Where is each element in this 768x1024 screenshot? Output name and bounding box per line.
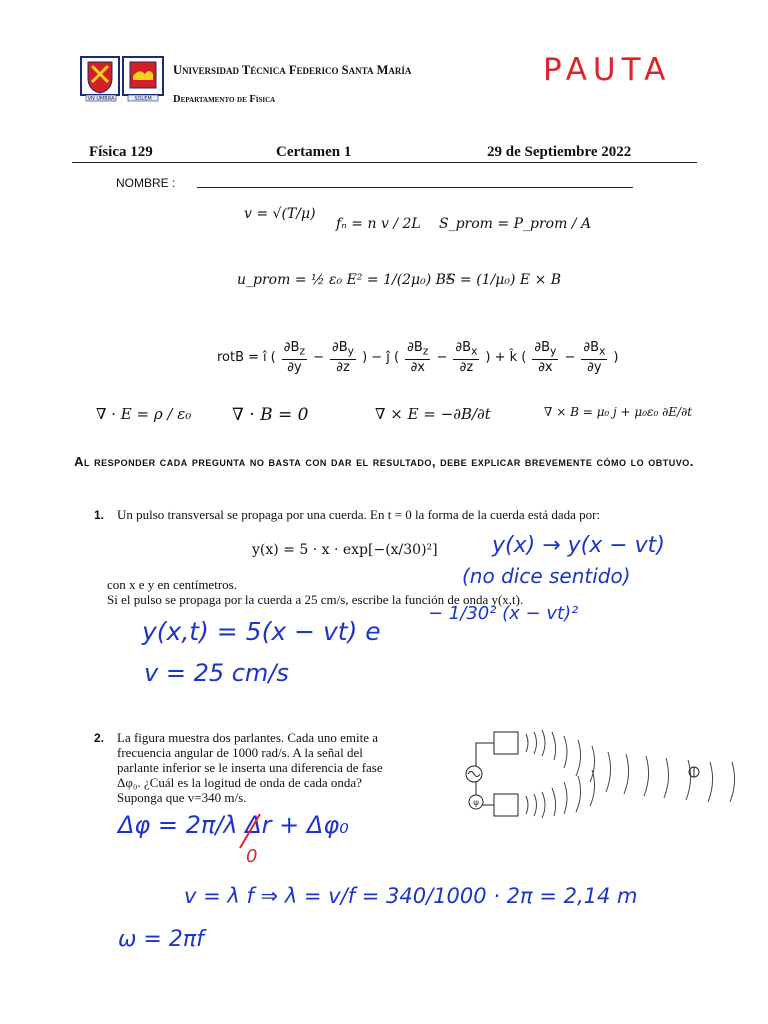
question-number: 1. [94,508,105,522]
university-logo [78,54,168,104]
logo-text-left: VN UMBRA [87,96,115,102]
question-text-line: parlante inferior se le inserta una diferencia de fase [117,760,383,775]
handwritten-speed: v = 25 cm/s [144,659,289,687]
exam-title: Certamen 1 [276,144,352,160]
formula-poynting [446,272,561,288]
formula-poynting-text: S = (1/μ₀) E × B [446,272,562,288]
course-code: Física 129 [89,144,153,160]
handwritten-answer: y(x,t) = 5(x − vt) e [142,617,381,646]
formula-faraday-text: ∇ × E = −∂B/∂t [375,405,491,423]
svg-text:φ: φ [473,798,479,807]
formula-gauss-e [96,405,191,423]
instructions: Al responder cada pregunta no basta con dar el resultado, debe explicar brevemente cómo lo obtuvo. [74,454,694,469]
handwritten-zero: 0 [246,846,258,867]
question-text-line: Δφ₀. ¿Cuál es la logitud de onda de cada onda? [117,775,362,790]
grading-mark: PAUTA [543,52,672,88]
formula-faraday [375,405,491,423]
handwritten-note: (no dice sentido) [462,564,631,588]
handwritten-note: y(x) → y(x − vt) [492,533,665,558]
question-text-line: Un pulso transversal se propaga por una cuerda. En t = 0 la forma de la cuerda está dada por: [117,507,601,522]
handwritten-phase-equation: Δφ = 2π/λ Δr + Δφ₀ [118,811,349,839]
formula-harmonics-text: fₙ = n v / 2L [336,216,421,232]
formula-ampere-text: ∇ × B = μ₀ j + μ₀ε₀ ∂E/∂t [544,405,693,419]
question-text-line: Suponga que v=340 m/s. [117,790,247,805]
formula-curl: rotB = î ( $\frac{\partial B_z}{\partial y}$ − $\frac{\partial B_y}{\partial z}$ ) − ĵ ( $\frac{\partial B_z}{\partial x}$ − $\frac{\partial B_x}{\partial z}$ ) + k̂ ( $\frac{\partial B_y}{\partial x}$ − $\frac{\partial B_x}{\partial y}$ ) [217,340,619,375]
handwritten-exponent: − 1/30² (x − vt)² [428,603,579,624]
department-name: Departamento de Física [173,94,276,105]
formula-intensity-text: S_prom = P_prom / A [439,216,592,232]
formula-wave-speed [244,206,316,222]
question-equation: y(x) = 5 · x · exp[−(x/30)²] [252,542,438,558]
formula-energy-density [237,272,452,288]
name-input-line[interactable] [197,187,633,188]
formula-energy-density-text: u_prom = ½ ε₀ E² = 1/(2μ₀) B² [237,272,452,288]
speakers-figure [462,726,762,826]
logo-text-right: SOLEM [134,96,152,102]
exam-date: 29 de Septiembre 2022 [487,144,632,160]
formula-gauss-b-text: ∇ · B = 0 [232,405,309,425]
question-text-line: frecuencia angular de 1000 rad/s. A la señal del [117,745,363,760]
question-number: 2. [94,731,105,745]
formula-intensity [439,216,591,232]
formula-gauss-b [232,405,308,425]
formula-harmonics [336,216,421,232]
name-label: NOMBRE : [116,176,176,190]
handwritten-omega: ω = 2πf [118,927,204,952]
curl-label: rotB [217,349,245,365]
university-name: Universidad Técnica Federico Santa María [173,63,412,77]
question-text-line: La figura muestra dos parlantes. Cada uno emite a [117,730,378,745]
question-text-line: Si el pulso se propaga por la cuerda a 25 cm/s, escribe la función de onda y(x,t). [107,592,524,607]
header-divider [72,162,697,163]
formula-wave-speed-text: v = √(T/μ) [244,206,316,222]
question-text-line: con x e y en centímetros. [107,577,237,592]
formula-ampere [544,405,692,419]
formula-gauss-e-text: ∇ · E = ρ / ε₀ [96,405,192,423]
handwritten-wavelength-equation: v = λ f ⇒ λ = v/f = 340/1000 · 2π = 2,14 m [184,884,638,908]
